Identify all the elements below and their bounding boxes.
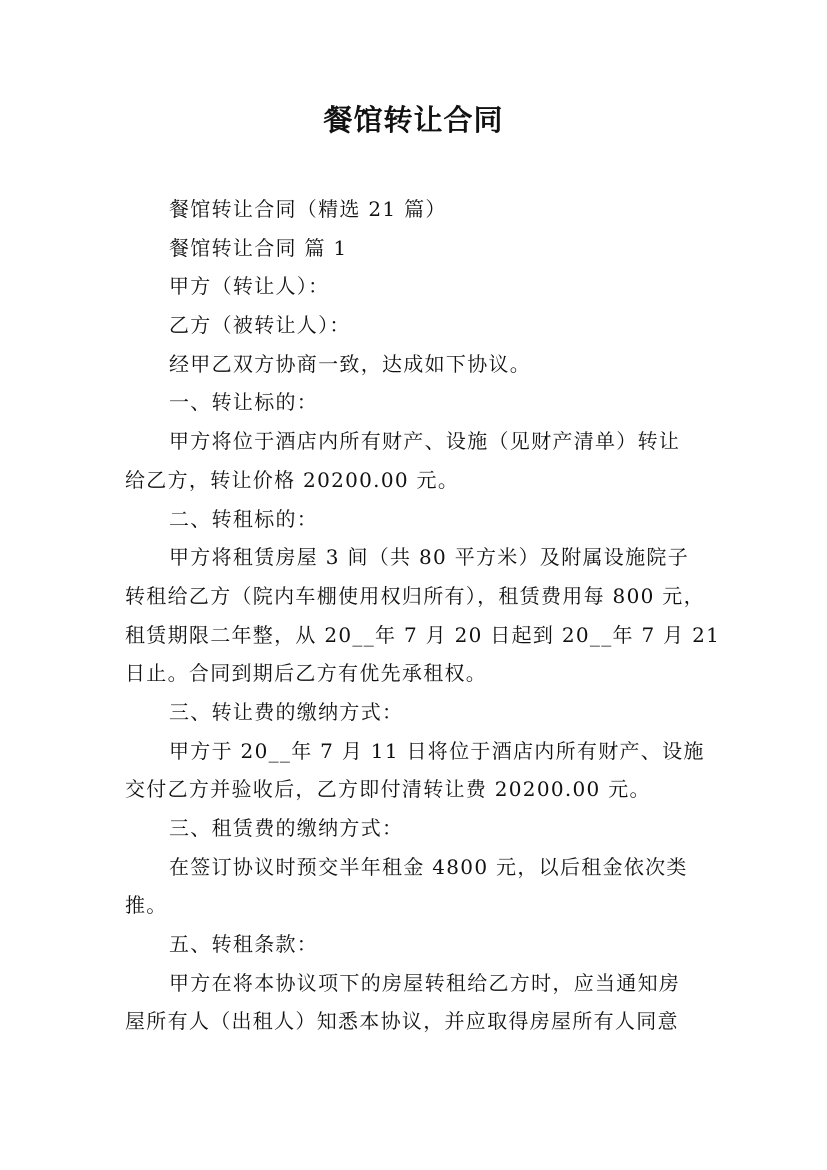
- section-heading: 餐馆转让合同 篇 1: [169, 235, 348, 260]
- paragraph-line: 在签订协议时预交半年租金 4800 元，以后租金依次类: [169, 854, 688, 879]
- clause-heading: 二、转租标的：: [169, 506, 319, 531]
- paragraph-line: 推。: [125, 893, 168, 918]
- paragraph-line: 交付乙方并验收后，乙方即付清转让费 20200.00 元。: [125, 777, 651, 802]
- subtitle-line: 餐馆转让合同（精选 21 篇）: [169, 197, 447, 221]
- paragraph-line: 租赁期限二年整，从 20__年 7 月 20 日起到 20__年 7 月 21: [125, 622, 721, 647]
- party-a-line: 甲方（转让人）：: [169, 274, 330, 299]
- clause-heading: 五、转租条款：: [169, 932, 319, 957]
- clause-heading: 三、转让费的缴纳方式：: [169, 699, 404, 724]
- paragraph-line: 甲方将位于酒店内所有财产、设施（见财产清单）转让: [169, 429, 681, 454]
- paragraph-line: 转租给乙方（院内车棚使用权归所有），租赁费用每 800 元，: [125, 583, 705, 608]
- document-title: 餐馆转让合同: [323, 103, 504, 137]
- paragraph-line: 甲方将租赁房屋 3 间（共 80 平方米）及附属设施院子: [169, 545, 690, 570]
- agreement-intro: 经甲乙双方协商一致，达成如下协议。: [169, 351, 532, 376]
- document-body: [125, 190, 721, 1041]
- paragraph-line: 甲方在将本协议项下的房屋转租给乙方时，应当通知房: [169, 970, 681, 995]
- paragraph-line: 甲方于 20__年 7 月 11 日将位于酒店内所有财产、设施: [169, 738, 705, 763]
- paragraph-line: 给乙方，转让价格 20200.00 元。: [125, 467, 460, 492]
- paragraph-line: 日止。合同到期后乙方有优先承租权。: [125, 661, 488, 686]
- clause-heading: 一、转让标的：: [169, 390, 319, 415]
- party-b-line: 乙方（被转让人）：: [169, 313, 351, 338]
- paragraph-line: 屋所有人（出租人）知悉本协议，并应取得房屋所有人同意: [125, 1009, 679, 1034]
- clause-heading: 三、租赁费的缴纳方式：: [169, 816, 404, 840]
